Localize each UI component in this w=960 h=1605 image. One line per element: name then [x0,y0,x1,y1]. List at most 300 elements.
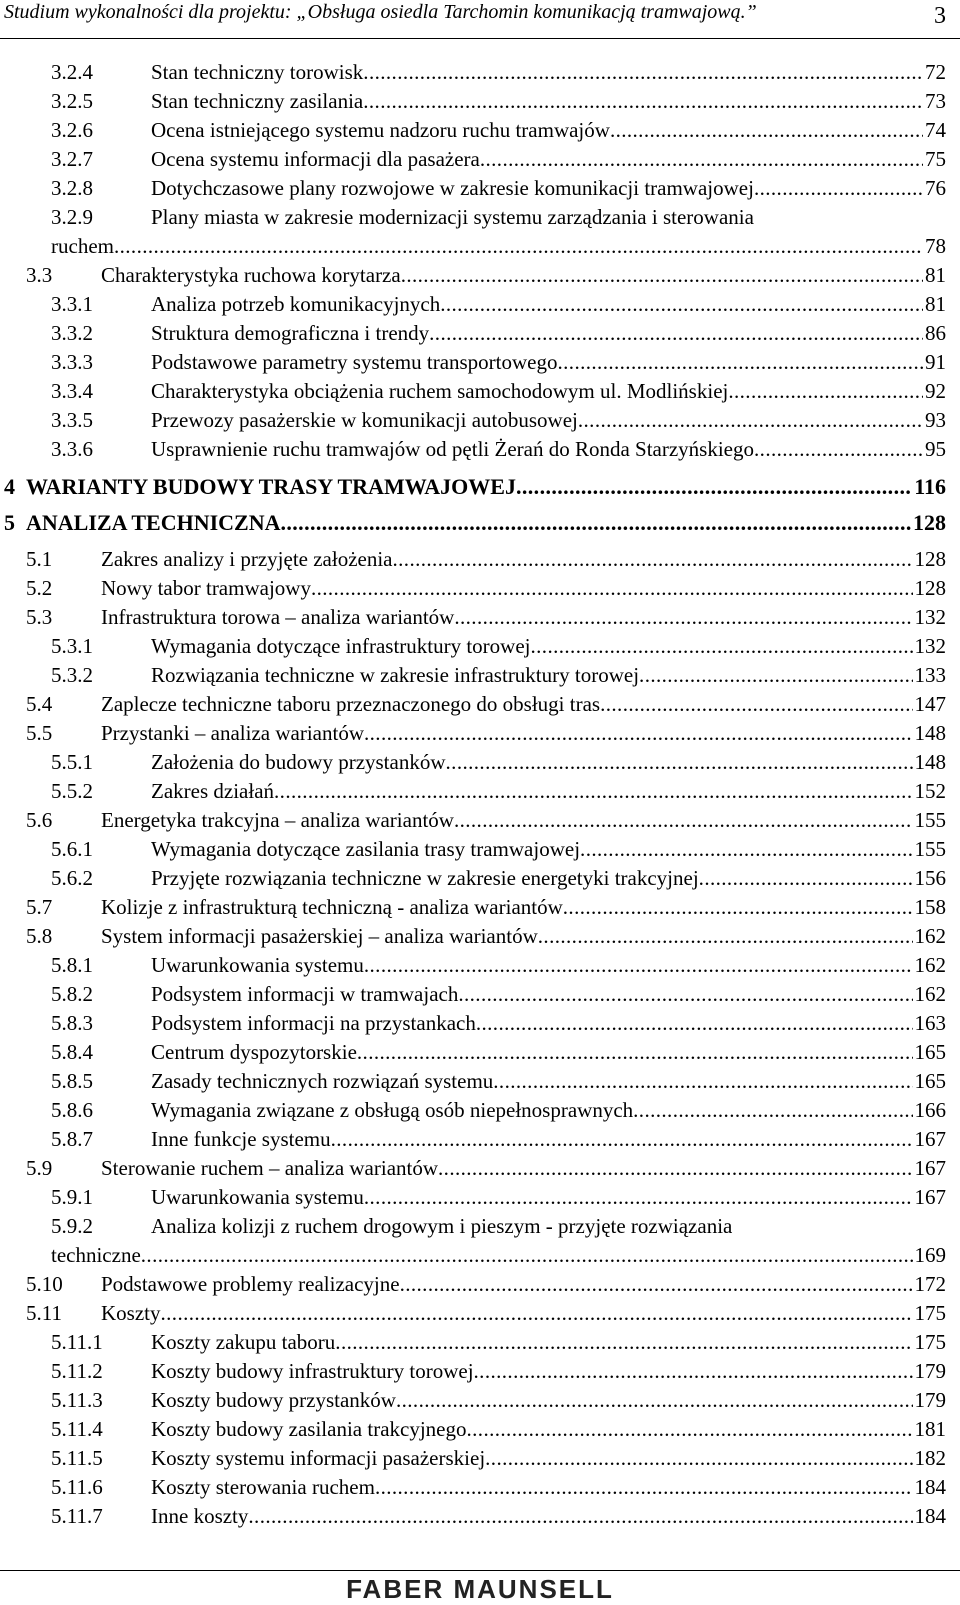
toc-dot-leader [728,377,923,406]
toc-entry[interactable] [0,835,960,864]
toc-entry-number: 5.6 [26,808,53,832]
toc-entry-number: 3.3.1 [51,292,93,316]
toc-entry-page: 167 [914,1156,946,1180]
toc-entry-title-line [101,690,946,719]
toc-entry[interactable] [0,893,960,922]
toc-entry-title-line [151,319,946,348]
toc-entry[interactable] [0,690,960,719]
toc-entry-title-line [151,864,946,893]
toc-entry-title: Podstawowe parametry systemu transportowego [151,350,558,374]
toc-dot-leader [639,661,912,690]
toc-entry[interactable] [0,1154,960,1183]
toc-entry-page: 155 [914,808,946,832]
toc-entry-title-line [101,545,946,574]
toc-entry[interactable] [0,980,960,1009]
toc-dot-leader [476,1009,913,1038]
toc-entry[interactable] [0,377,960,406]
toc-entry-title-line [151,1038,946,1067]
toc-entry-title-line [151,1502,946,1531]
toc-entry-title-line [26,469,946,505]
toc-entry-number: 3.3.6 [51,437,93,461]
toc-entry-page: 162 [914,953,946,977]
toc-entry[interactable] [0,174,960,203]
toc-entry-title-line [101,806,946,835]
toc-dot-leader [480,145,923,174]
toc-dot-leader [516,469,912,505]
toc-entry-title: Podstawowe problemy realizacyjne [101,1272,400,1296]
toc-entry-title-line [151,1328,946,1357]
toc-dot-leader [248,1502,912,1531]
toc-dot-leader [454,603,912,632]
toc-entry[interactable] [0,505,960,541]
toc-entry-page: 147 [914,692,946,716]
toc-entry-title: Przyjęte rozwiązania techniczne w zakresie energetyki trakcyjnej [151,866,699,890]
toc-entry-page: 165 [914,1069,946,1093]
toc-entry-title-line [151,377,946,406]
toc-entry[interactable] [0,864,960,893]
toc-entry-title-line [151,290,946,319]
toc-dot-leader [438,1154,912,1183]
toc-entry-title-line [151,203,946,232]
toc-entry[interactable] [0,777,960,806]
toc-entry-title: Stan techniczny zasilania [151,89,364,113]
toc-entry-title: Rozwiązania techniczne w zakresie infrastruktury torowej [151,663,640,687]
toc-entry-title-line [151,1009,946,1038]
document-title: Studium wykonalności dla projektu: „Obsługa osiedla Tarchomin komunikacją tramwajową.” [4,1,757,23]
toc-entry-title-line [101,261,946,290]
toc-entry-number: 5.5.2 [51,779,93,803]
toc-entry-page: 184 [914,1475,946,1499]
toc-entry-title: Zaplecze techniczne taboru przeznaczonego do obsługi tras [101,692,601,716]
toc-entry-page: 162 [914,924,946,948]
toc-entry-title: Koszty budowy przystanków [151,1388,396,1412]
toc-entry-page: 74 [925,118,946,142]
toc-entry[interactable] [0,574,960,603]
toc-entry-page: 165 [914,1040,946,1064]
toc-entry[interactable] [0,1357,960,1386]
toc-entry[interactable] [0,1067,960,1096]
toc-entry-number: 5.11.1 [51,1330,103,1354]
toc-entry-title: Analiza potrzeb komunikacyjnych [151,292,441,316]
toc-dot-leader [161,1299,913,1328]
toc-entry-page: 128 [914,576,946,600]
toc-dot-leader [531,632,913,661]
toc-entry-title: Charakterystyka ruchowa korytarza [101,263,401,287]
toc-entry-title-line [51,1241,946,1270]
toc-dot-leader [364,719,913,748]
toc-entry-page: 148 [914,721,946,745]
toc-entry[interactable] [0,290,960,319]
toc-entry-page: 181 [914,1417,946,1441]
toc-entry-number: 5.6.2 [51,866,93,890]
toc-entry-page: 133 [914,663,946,687]
footer-divider [0,1570,960,1571]
toc-dot-leader [375,1473,913,1502]
toc-entry[interactable] [0,922,960,951]
page-number: 3 [934,3,946,29]
toc-entry-page: 155 [914,837,946,861]
toc-entry[interactable] [0,1328,960,1357]
toc-entry-number: 5.5 [26,721,53,745]
toc-entry-number: 5.8.4 [51,1040,93,1064]
toc-entry-page: 92 [925,379,946,403]
toc-entry[interactable] [0,1444,960,1473]
toc-entry-number: 5.1 [26,547,53,571]
toc-entry-title-line [151,1125,946,1154]
toc-entry-title: Zakres analizy i przyjęte założenia [101,547,393,571]
toc-entry-title: Koszty systemu informacji pasażerskiej [151,1446,486,1470]
toc-entry-number: 5.11.7 [51,1504,103,1528]
toc-entry-title-line [151,980,946,1009]
toc-entry-page: 179 [914,1388,946,1412]
toc-entry-number: 5.11.4 [51,1417,103,1441]
toc-entry-continuation [0,1241,960,1270]
toc-entry[interactable] [0,203,960,232]
toc-dot-leader [580,835,912,864]
toc-entry-title-continued: techniczne [51,1243,141,1267]
toc-entry-title-line [101,1154,946,1183]
toc-entry-page: 76 [925,176,946,200]
toc-entry-page: 175 [914,1301,946,1325]
toc-entry-page: 166 [914,1098,946,1122]
toc-entry-title-line [151,87,946,116]
toc-entry[interactable] [0,748,960,777]
toc-entry-number: 3.2.9 [51,205,93,229]
toc-entry-title: Stan techniczny torowisk [151,60,364,84]
toc-entry-number: 3.2.5 [51,89,93,113]
toc-entry-page: 81 [925,292,946,316]
toc-entry-title-line [151,748,946,777]
toc-dot-leader [467,1415,913,1444]
toc-dot-leader [538,922,913,951]
toc-entry-title: Przewozy pasażerskie w komunikacji autobusowej [151,408,578,432]
toc-entry-page: 91 [925,350,946,374]
toc-entry-number: 5.4 [26,692,53,716]
toc-entry-title-line [151,1357,946,1386]
toc-entry-page: 172 [914,1272,946,1296]
toc-entry[interactable] [0,603,960,632]
toc-entry-title: Wymagania związane z obsługą osób niepełnosprawnych [151,1098,634,1122]
toc-dot-leader [280,505,911,541]
toc-entry-page: 72 [925,60,946,84]
toc-entry-title-line [101,922,946,951]
toc-entry-title-line [51,232,946,261]
toc-dot-leader [363,58,923,87]
toc-entry-number: 5.7 [26,895,53,919]
toc-entry-title: Uwarunkowania systemu [151,1185,364,1209]
toc-entry[interactable] [0,1096,960,1125]
toc-entry-title-line [101,603,946,632]
toc-entry-number: 5.3.2 [51,663,93,687]
toc-entry-title: Kolizje z infrastrukturą techniczną - analiza wariantów [101,895,563,919]
toc-entry-title: Inne funkcje systemu [151,1127,331,1151]
toc-entry[interactable] [0,661,960,690]
toc-entry-number: 3.3.5 [51,408,93,432]
toc-dot-leader [274,777,912,806]
toc-entry-title: ANALIZA TECHNICZNA [26,510,281,535]
toc-entry[interactable] [0,116,960,145]
toc-entry[interactable] [0,58,960,87]
toc-entry-number: 5.9 [26,1156,53,1180]
toc-entry-page: 78 [925,234,946,258]
toc-entry[interactable] [0,632,960,661]
toc-entry-page: 81 [925,263,946,287]
company-logo: FABER MAUNSELL [346,1574,614,1604]
toc-entry-title-line [26,505,946,541]
toc-entry-title: Podsystem informacji w tramwajach [151,982,459,1006]
toc-entry-number: 3.2.8 [51,176,93,200]
toc-entry-title-line [151,835,946,864]
toc-entry[interactable] [0,435,960,464]
toc-entry[interactable] [0,1270,960,1299]
toc-entry[interactable] [0,145,960,174]
toc-entry-title: Koszty sterowania ruchem [151,1475,375,1499]
toc-entry-title-line [151,951,946,980]
toc-entry-title: Sterowanie ruchem – analiza wariantów [101,1156,439,1180]
toc-entry-title: Inne koszty [151,1504,249,1528]
toc-dot-leader [563,893,913,922]
toc-dot-leader [493,1067,912,1096]
toc-dot-leader [440,290,923,319]
toc-dot-leader [474,1357,913,1386]
toc-entry-number: 5.5.1 [51,750,93,774]
toc-entry-number: 5.8.6 [51,1098,93,1122]
toc-entry-title-line [151,1415,946,1444]
toc-dot-leader [364,951,913,980]
toc-dot-leader [699,864,913,893]
toc-entry-number: 5.8.1 [51,953,93,977]
toc-entry-title-line [151,348,946,377]
toc-entry-page: 169 [914,1243,946,1267]
toc-entry-title: Koszty budowy zasilania trakcyjnego [151,1417,467,1441]
toc-entry-title: WARIANTY BUDOWY TRASY TRAMWAJOWEJ [26,474,516,499]
toc-entry-title-continued: ruchem [51,234,114,258]
toc-entry-page: 182 [914,1446,946,1470]
toc-entry[interactable] [0,1125,960,1154]
toc-entry-title: Koszty [101,1301,161,1325]
toc-entry-number: 5.9.1 [51,1185,93,1209]
toc-entry-number: 5.9.2 [51,1214,93,1238]
toc-entry-number: 3.3.2 [51,321,93,345]
toc-entry-title: Koszty budowy infrastruktury torowej [151,1359,474,1383]
toc-entry-page: 158 [914,895,946,919]
toc-entry-title-line [151,116,946,145]
toc-entry[interactable] [0,469,960,505]
toc-entry-number: 5.8.2 [51,982,93,1006]
toc-dot-leader [446,748,913,777]
toc-entry-title: Charakterystyka obciążenia ruchem samochodowym ul. Modlińskiej [151,379,729,403]
toc-entry-title: Przystanki – analiza wariantów [101,721,364,745]
toc-entry-number: 3.2.4 [51,60,93,84]
toc-entry[interactable] [0,1183,960,1212]
toc-dot-leader [754,435,923,464]
page-header [0,0,960,40]
toc-entry-page: 163 [914,1011,946,1035]
toc-entry-number: 4 [4,474,15,499]
toc-entry-number: 5.6.1 [51,837,93,861]
toc-entry-page: 184 [914,1504,946,1528]
toc-entry-title: Ocena istniejącego systemu nadzoru ruchu tramwajów [151,118,610,142]
toc-entry-page: 167 [914,1127,946,1151]
toc-entry-title-line [151,174,946,203]
toc-entry[interactable] [0,951,960,980]
toc-entry-title: Dotychczasowe plany rozwojowe w zakresie komunikacji tramwajowej [151,176,754,200]
toc-entry-title-line [151,1096,946,1125]
toc-entry-title-line [151,1473,946,1502]
toc-entry-number: 3.3.3 [51,350,93,374]
toc-entry[interactable] [0,1502,960,1531]
toc-entry-page: 148 [914,750,946,774]
toc-entry-title-line [151,58,946,87]
toc-entry-number: 5.11.5 [51,1446,103,1470]
toc-entry[interactable] [0,545,960,574]
toc-entry-page: 152 [914,779,946,803]
toc-dot-leader [558,348,924,377]
toc-entry-title-line [151,777,946,806]
toc-entry-title: Energetyka trakcyjna – analiza wariantów [101,808,454,832]
toc-entry-title-line [151,632,946,661]
toc-entry-number: 5.8.3 [51,1011,93,1035]
toc-entry-number: 5.2 [26,576,53,600]
toc-entry[interactable] [0,1212,960,1241]
toc-entry-title-line [101,574,946,603]
toc-entry[interactable] [0,1009,960,1038]
toc-dot-leader [364,1183,913,1212]
toc-entry-number: 3.3.4 [51,379,93,403]
toc-entry[interactable] [0,87,960,116]
toc-entry-number: 3.2.7 [51,147,93,171]
toc-entry-title-line [151,1212,946,1241]
toc-entry-page: 95 [925,437,946,461]
toc-entry-number: 5 [4,510,15,535]
toc-dot-leader [578,406,923,435]
toc-entry-title-line [151,661,946,690]
toc-entry[interactable] [0,1386,960,1415]
toc-dot-leader [610,116,923,145]
toc-dot-leader [754,174,923,203]
toc-dot-leader [485,1444,912,1473]
toc-entry-page: 162 [914,982,946,1006]
toc-entry-title-line [151,145,946,174]
toc-entry-number: 5.10 [26,1272,63,1296]
toc-entry-title: Wymagania dotyczące infrastruktury torowej [151,634,531,658]
toc-entry[interactable] [0,261,960,290]
toc-dot-leader [114,232,923,261]
toc-dot-leader [141,1241,913,1270]
toc-entry-title: Założenia do budowy przystanków [151,750,446,774]
toc-entry-title: Zasady technicznych rozwiązań systemu [151,1069,494,1093]
toc-entry-title: Nowy tabor tramwajowy [101,576,311,600]
toc-entry-page: 156 [914,866,946,890]
toc-entry-number: 5.11 [26,1301,62,1325]
toc-dot-leader [331,1125,913,1154]
toc-entry[interactable] [0,319,960,348]
toc-entry-number: 5.8.5 [51,1069,93,1093]
toc-entry-title-line [151,1444,946,1473]
toc-dot-leader [454,806,913,835]
toc-entry-number: 5.8.7 [51,1127,93,1151]
toc-entry-title-line [101,1270,946,1299]
toc-dot-leader [363,87,923,116]
table-of-contents [0,58,960,1531]
toc-entry-number: 5.11.3 [51,1388,103,1412]
toc-entry-page: 73 [925,89,946,113]
toc-entry-page: 93 [925,408,946,432]
toc-entry[interactable] [0,1415,960,1444]
toc-entry[interactable] [0,719,960,748]
toc-entry-title: Usprawnienie ruchu tramwajów od pętli Żerań do Ronda Starzyńskiego [151,437,755,461]
toc-entry-title: Uwarunkowania systemu [151,953,364,977]
toc-dot-leader [393,545,913,574]
toc-entry[interactable] [0,1038,960,1067]
toc-entry[interactable] [0,806,960,835]
toc-entry-number: 3.2.6 [51,118,93,142]
toc-entry-title-line [101,1299,946,1328]
toc-dot-leader [396,1386,913,1415]
toc-dot-leader [357,1038,913,1067]
toc-entry-page: 175 [914,1330,946,1354]
toc-entry-page: 179 [914,1359,946,1383]
toc-dot-leader [401,261,923,290]
toc-entry-page: 86 [925,321,946,345]
toc-entry-title: Plany miasta w zakresie modernizacji systemu zarządzania i sterowania [151,205,754,229]
toc-entry-title-line [101,719,946,748]
toc-entry[interactable] [0,1473,960,1502]
toc-dot-leader [600,690,912,719]
toc-dot-leader [458,980,912,1009]
toc-entry[interactable] [0,1299,960,1328]
toc-dot-leader [335,1328,912,1357]
toc-entry-title: Zakres działań [151,779,275,803]
toc-dot-leader [429,319,923,348]
toc-entry-page: 128 [913,510,946,535]
toc-entry-number: 5.11.2 [51,1359,103,1383]
toc-entry-title: Infrastruktura torowa – analiza wariantów [101,605,455,629]
toc-dot-leader [400,1270,913,1299]
toc-entry-number: 5.3.1 [51,634,93,658]
toc-entry-page: 132 [914,634,946,658]
toc-entry-title-line [101,893,946,922]
toc-entry-title: Ocena systemu informacji dla pasażera [151,147,480,171]
toc-entry-title: Centrum dyspozytorskie [151,1040,357,1064]
toc-entry[interactable] [0,348,960,377]
toc-dot-leader [311,574,913,603]
toc-entry-page: 128 [914,547,946,571]
toc-entry-title-line [151,1386,946,1415]
toc-entry-title-line [151,406,946,435]
toc-entry[interactable] [0,406,960,435]
toc-entry-page: 132 [914,605,946,629]
toc-entry-page: 116 [914,474,946,499]
toc-entry-title-line [151,1067,946,1096]
toc-entry-page: 167 [914,1185,946,1209]
toc-entry-title: Podsystem informacji na przystankach [151,1011,476,1035]
toc-entry-title: Analiza kolizji z ruchem drogowym i pieszym - przyjęte rozwiązania [151,1214,733,1238]
toc-entry-title: Struktura demograficzna i trendy [151,321,430,345]
toc-entry-number: 5.8 [26,924,53,948]
toc-entry-number: 3.3 [26,263,53,287]
toc-entry-title-line [151,1183,946,1212]
toc-dot-leader [633,1096,912,1125]
toc-entry-number: 5.11.6 [51,1475,103,1499]
toc-entry-continuation [0,232,960,261]
toc-entry-title-line [151,435,946,464]
toc-entry-title: Koszty zakupu taboru [151,1330,336,1354]
toc-entry-title: Wymagania dotyczące zasilania trasy tramwajowej [151,837,581,861]
toc-entry-number: 5.3 [26,605,53,629]
toc-entry-title: System informacji pasażerskiej – analiza wariantów [101,924,538,948]
toc-entry-page: 75 [925,147,946,171]
